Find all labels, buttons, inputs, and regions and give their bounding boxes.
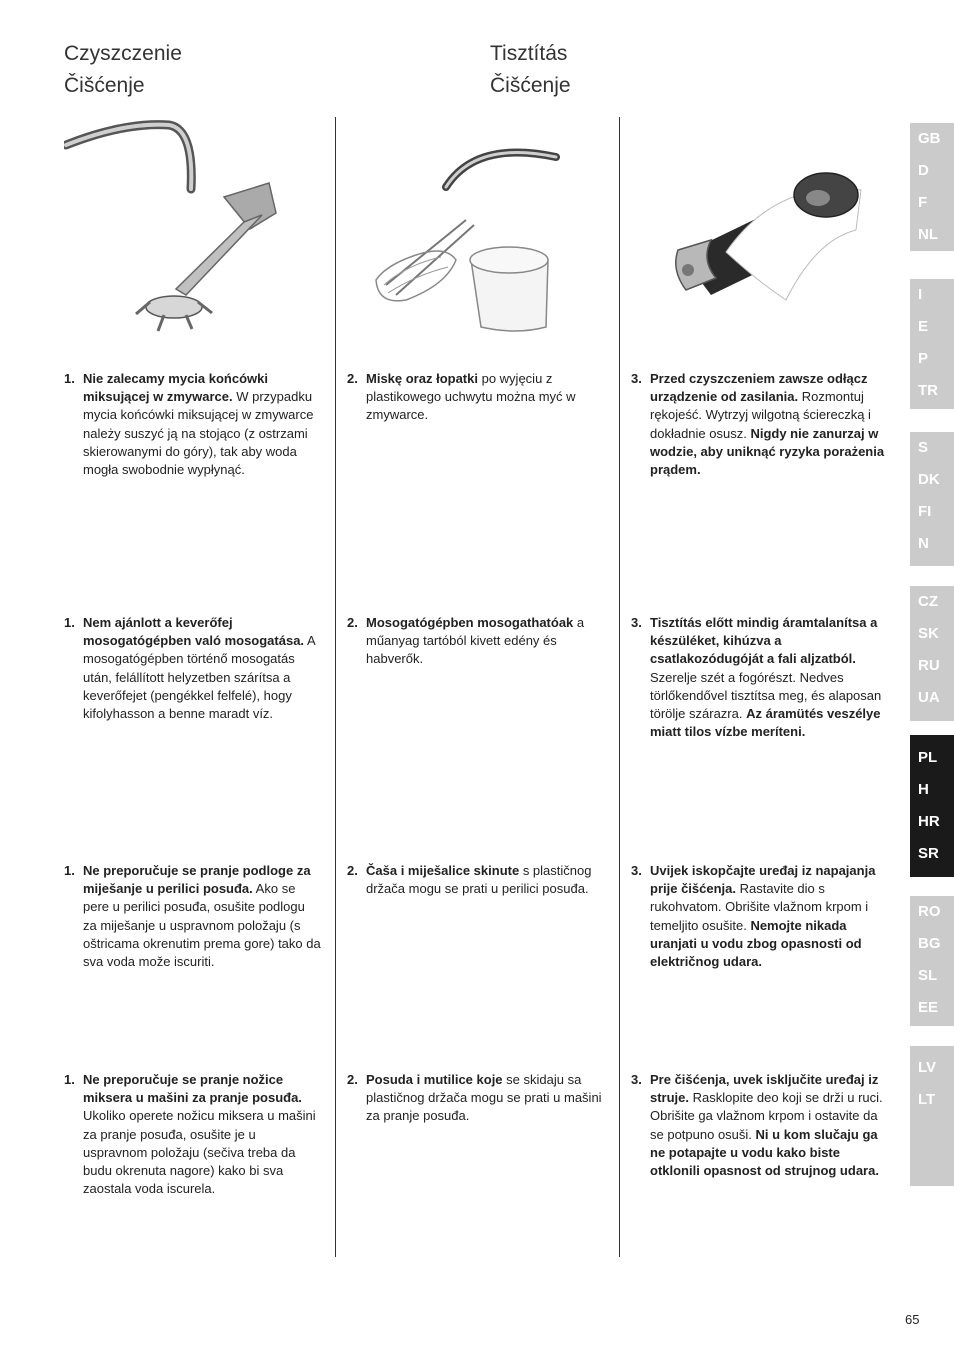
lang-group-6: [910, 896, 954, 1026]
sr-step-1: [64, 1071, 322, 1198]
step-warning-text: Nemojte nikada uranjati u vodu zbog opasnosti od električnog udara.: [650, 917, 862, 970]
lang-tab-p[interactable]: P: [918, 350, 929, 367]
lang-tab-i[interactable]: I: [918, 286, 923, 303]
lang-tab-pl[interactable]: PL: [918, 749, 938, 766]
lang-tab-ee[interactable]: EE: [918, 999, 939, 1016]
step-number: 3.: [631, 371, 642, 386]
step-text: Ukoliko operete nožicu miksera u mašini za pranje posuđa, osušite je u uspravnom položaju (sečiva treba da budu okrenuta nagore) kako bi sva zaostala voda iscurela.: [83, 1108, 316, 1197]
step-number: 2.: [347, 371, 358, 386]
page-number: 65: [905, 1312, 920, 1327]
step-text: Rasklopite deo koji se drži u ruci. Obrišite ga vlažnom krpom i ostavite da se potpuno osuši.: [650, 1090, 883, 1142]
step-bold-text: Nem ajánlott a keverőfej mosogatógépben való mosogatása.: [83, 615, 305, 649]
step-bold-text: Mosogatógépben mosogathatóak: [366, 615, 574, 630]
lang-tab-cz[interactable]: CZ: [918, 593, 938, 610]
step-text: Rastavite dio s rukohvatom. Obrišite vlažnom krpom i temeljito osušite.: [650, 881, 869, 933]
lang-tab-lv[interactable]: LV: [918, 1059, 937, 1076]
lang-tab-sk[interactable]: SK: [918, 625, 939, 642]
step-text: s plastičnog držača mogu se prati u perilici posuđa.: [366, 863, 592, 897]
step-number: 3.: [631, 863, 642, 878]
lang-group-3: [910, 432, 954, 566]
lang-tab-fi[interactable]: FI: [918, 503, 932, 520]
lang-group-2: [910, 279, 954, 409]
column-divider-1: [335, 117, 336, 1257]
title-right-line-2: Čišćenje: [490, 74, 571, 97]
step-text: Ako se pere u perilici posuđa, osušite podlogu za miješanje u uspravnom položaju (s oštricama okrenutim prema gore) tako da sva voda može iscuriti.: [83, 881, 321, 970]
hr-step-3: [631, 862, 889, 971]
step-bold-text: Čaša i miješalice skinute: [366, 863, 520, 878]
step-bold-text: Pre čišćenja, uvek isključite uređaj iz struje.: [650, 1072, 879, 1106]
step-text: Szerelje szét a fogórészt. Nedves törlőkendővel tisztítsa meg, és alaposan törölje szárazra.: [650, 669, 882, 722]
column-divider-2: [619, 117, 620, 1257]
lang-tab-sr[interactable]: SR: [918, 845, 939, 862]
lang-group-1: [910, 123, 954, 251]
lang-group-5-active: [910, 735, 954, 877]
step-bold-text: Miskę oraz łopatki: [366, 371, 478, 386]
hr-step-2: [347, 862, 605, 898]
step-number: 1.: [64, 1072, 75, 1087]
lang-tab-nl[interactable]: NL: [918, 226, 938, 243]
pl-step-2: [347, 370, 605, 425]
title-left-line-1: Czyszczenie: [64, 42, 182, 65]
bowl-and-whisks-illustration: [366, 135, 566, 335]
title-left-line-2: Čišćenje: [64, 74, 145, 97]
step-text: se skidaju sa plastičnog držača mogu se prati u mašini za pranje posuđa.: [366, 1072, 602, 1124]
lang-tab-d[interactable]: D: [918, 162, 929, 179]
step-warning-text: Ni u kom slučaju ga ne potapajte u vodu kako biste otklonili opasnost od strujnog udara.: [650, 1126, 879, 1179]
lang-tab-sl[interactable]: SL: [918, 967, 938, 984]
step-warning-text: Nigdy nie zanurzaj w wodzie, aby uniknąć ryzyka porażenia prądem.: [650, 425, 885, 478]
step-bold-text: Tisztítás előtt mindig áramtalanítsa a készüléket, kihúzva a csatlakozódugóját a fali aljzatból.: [650, 615, 878, 667]
lang-tab-ua[interactable]: UA: [918, 689, 940, 706]
pl-step-1: [64, 370, 322, 479]
step-number: 1.: [64, 371, 75, 386]
lang-tab-f[interactable]: F: [918, 194, 928, 211]
lang-tab-gb[interactable]: GB: [918, 130, 941, 147]
page-title-left: [64, 38, 182, 102]
hand-unit-cleaning-illustration: [666, 160, 866, 310]
step-bold-text: Ne preporučuje se pranje podloge za miješanje u perilici posuđa.: [83, 863, 311, 897]
h-step-2: [347, 614, 605, 669]
step-text: a műanyag tartóból kivett edény és habverők.: [366, 615, 585, 667]
lang-tab-lt[interactable]: LT: [918, 1091, 936, 1108]
step-bold-text: Ne preporučuje se pranje nožice miksera u mašini za pranje posuđa.: [83, 1072, 302, 1106]
step-bold-text: Uvijek iskopčajte uređaj iz napajanja prije čišćenja.: [650, 863, 876, 897]
step-bold-text: Nie zalecamy mycia końcówki miksującej w zmywarce.: [83, 371, 268, 405]
lang-tab-e[interactable]: E: [918, 318, 929, 335]
lang-tab-ro[interactable]: RO: [918, 903, 941, 920]
step-text: W przypadku mycia końcówki miksującej w zmywarce należy suszyć ją na stojąco (z ostrzami skierowanymi do góry), tak aby woda mogła swobodnie wypłynąć.: [83, 389, 314, 478]
pl-step-3: [631, 370, 889, 479]
lang-tab-bg[interactable]: BG: [918, 935, 941, 952]
step-text: po wyjęciu z plastikowego uchwytu można myć w zmywarce.: [366, 371, 576, 423]
lang-tab-h[interactable]: H: [918, 781, 929, 798]
sr-step-3: [631, 1071, 889, 1180]
step-text: Rozmontuj rękojeść. Wytrzyj wilgotną ściereczką i dokładnie osusz.: [650, 389, 871, 441]
step-number: 2.: [347, 1072, 358, 1087]
step-number: 3.: [631, 1072, 642, 1087]
lang-group-4: [910, 586, 954, 721]
lang-group-7: [910, 1046, 954, 1186]
h-step-3: [631, 614, 889, 741]
step-number: 2.: [347, 863, 358, 878]
hr-step-1: [64, 862, 322, 971]
step-number: 3.: [631, 615, 642, 630]
blender-wand-illustration: [64, 117, 324, 342]
lang-tab-hr[interactable]: HR: [918, 813, 940, 830]
title-right-line-1: Tisztítás: [490, 42, 568, 65]
page-title-right: [490, 38, 571, 102]
step-warning-text: Az áramütés veszélye miatt tilos vízbe meríteni.: [650, 706, 881, 740]
lang-tab-dk[interactable]: DK: [918, 471, 940, 488]
step-number: 1.: [64, 615, 75, 630]
lang-tab-tr[interactable]: TR: [918, 382, 938, 399]
step-number: 2.: [347, 615, 358, 630]
sr-step-2: [347, 1071, 605, 1126]
h-step-1: [64, 614, 322, 723]
step-text: A mosogatógépben történő mosogatás után, felállított helyzetben szárítsa a keverőfejet (pengékkel felfelé), hogy kifolyhasson a benne maradt víz.: [83, 633, 315, 722]
lang-tab-n[interactable]: N: [918, 535, 929, 552]
step-bold-text: Przed czyszczeniem zawsze odłącz urządzenie od zasilania.: [650, 371, 868, 405]
step-number: 1.: [64, 863, 75, 878]
step-bold-text: Posuda i mutilice koje: [366, 1072, 503, 1087]
lang-tab-ru[interactable]: RU: [918, 657, 940, 674]
lang-tab-s[interactable]: S: [918, 439, 929, 456]
